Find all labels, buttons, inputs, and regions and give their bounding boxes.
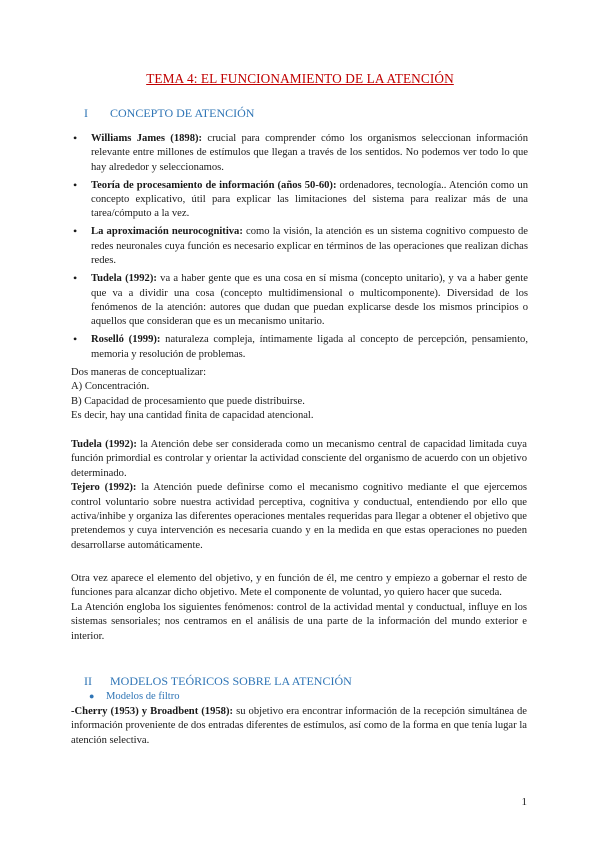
paragraphs-block xyxy=(71,572,527,644)
definition-tudela xyxy=(71,438,527,481)
section-heading-2 xyxy=(84,674,352,689)
section-number: I xyxy=(84,106,88,120)
bullet-dot-icon: ● xyxy=(89,691,95,701)
definitions-block xyxy=(71,438,527,553)
bullet-term: Williams James (1898): xyxy=(91,133,203,144)
section-number: II xyxy=(84,674,92,688)
bullet-term: La aproximación neurocognitiva: xyxy=(91,226,243,238)
definition-text: la Atención puede definirse como el mecanismo cognitivo mediante el que ejercemos control voluntario sobre nuestra actividad perceptiva, cognitiva y conductual, entendiendo por ello que activa/inhibe y organiza las diferentes operaciones mentales requeridas para llegar a obtener el objetivo que pretendemos y cuya intervención es necesaria cuando y en la medida en que estas operaciones no pueden desarrollarse automáticamente. xyxy=(71,482,527,551)
ways-note: Es decir, hay una cantidad finita de capacidad atencional. xyxy=(71,410,314,422)
cherry-block xyxy=(71,705,527,748)
paragraph: La Atención engloba los siguientes fenómenos: control de la actividad mental y conductual, influye en los sistemas sensoriales; nos centramos en el análisis de una parte de la información del mundo exterior e interior. xyxy=(71,601,527,642)
cherry-term: -Cherry (1953) y Broadbent (1958): xyxy=(71,706,234,717)
bullet-term: Teoría de procesamiento de información (años 50-60): xyxy=(91,179,337,191)
bullet-term: Roselló (1999): xyxy=(91,334,161,346)
definition-term: Tudela (1992): xyxy=(71,439,137,450)
cherry-text: su objetivo era encontrar información de la recepción simultánea de información proveniente de dos entradas diferentes de estímulos, así como de la forma en que tenía lugar la atención selectiva. xyxy=(71,706,528,746)
cherry-paragraph xyxy=(71,705,527,748)
definition-term: Tejero (1992): xyxy=(71,482,137,494)
ways-b: B) Capacidad de procesamiento que puede distribuirse. xyxy=(71,395,305,407)
page-number: 1 xyxy=(521,796,527,808)
page-title: TEMA 4: EL FUNCIONAMIENTO DE LA ATENCIÓN xyxy=(146,71,454,86)
definition-text: la Atención debe ser considerada como un mecanismo central de capacidad limitada cuya función primordial es controlar y orientar la actividad consciente del organismo de acuerdo con un objetivo determinado. xyxy=(71,439,527,479)
ways-block xyxy=(71,366,527,424)
list-item xyxy=(91,179,528,222)
bullet-list xyxy=(91,132,528,366)
list-item xyxy=(91,272,528,330)
bullet-text: ordenadores, tecnología.. Atención como un concepto explicativo, útil para explicar las limitaciones del sistema para realizar más de una tarea/cómputo a la vez. xyxy=(91,179,528,220)
bullet-term: Tudela (1992): xyxy=(91,273,157,285)
section-title: CONCEPTO DE ATENCIÓN xyxy=(110,106,255,120)
definition-tejero xyxy=(71,481,527,553)
bullet-text: naturaleza compleja, íntimamente ligada al concepto de percepción, pensamiento, memoria y resolución de problemas. xyxy=(91,334,528,360)
list-item xyxy=(91,333,528,362)
ways-intro: Dos maneras de conceptualizar: xyxy=(71,367,207,378)
list-item xyxy=(91,132,528,175)
bullet-text: crucial para comprender cómo los organismos seleccionan información relevante entre millones de estímulos que llegan a través de los sentidos. No podemos ver todo lo que hay alrededor y seleccionamos. xyxy=(91,133,529,173)
section-title: MODELOS TEÓRICOS SOBRE LA ATENCIÓN xyxy=(110,674,352,688)
subsection-title: Modelos de filtro xyxy=(106,691,180,702)
ways-a: A) Concentración. xyxy=(71,381,150,393)
subsection-heading xyxy=(89,691,180,702)
bullet-text: va a haber gente que es una cosa en sí misma (concepto unitario), y va a haber gente que va a dividir una cosa (concepto multidimensional o multicomponente). Diversidad de los fenómenos de la atención: autores que dudan que puedan explicarse desde los mismos principios o aquellos que consideran que es un mecanismo unitario. xyxy=(91,273,528,328)
paragraph: Otra vez aparece el elemento del objetivo, y en función de él, me centro y empiezo a gobernar el resto de funciones para alcanzar dicho objetivo. Mete el componente de voluntad, yo quiero hacer que suceda. xyxy=(71,573,527,599)
section-heading-1 xyxy=(84,106,254,121)
list-item xyxy=(91,225,528,268)
bullet-text: como la visión, la atención es un sistema cognitivo compuesto de redes neuronales cuya función es necesario explicar en términos de las operaciones que realizan dichas redes. xyxy=(91,226,528,267)
